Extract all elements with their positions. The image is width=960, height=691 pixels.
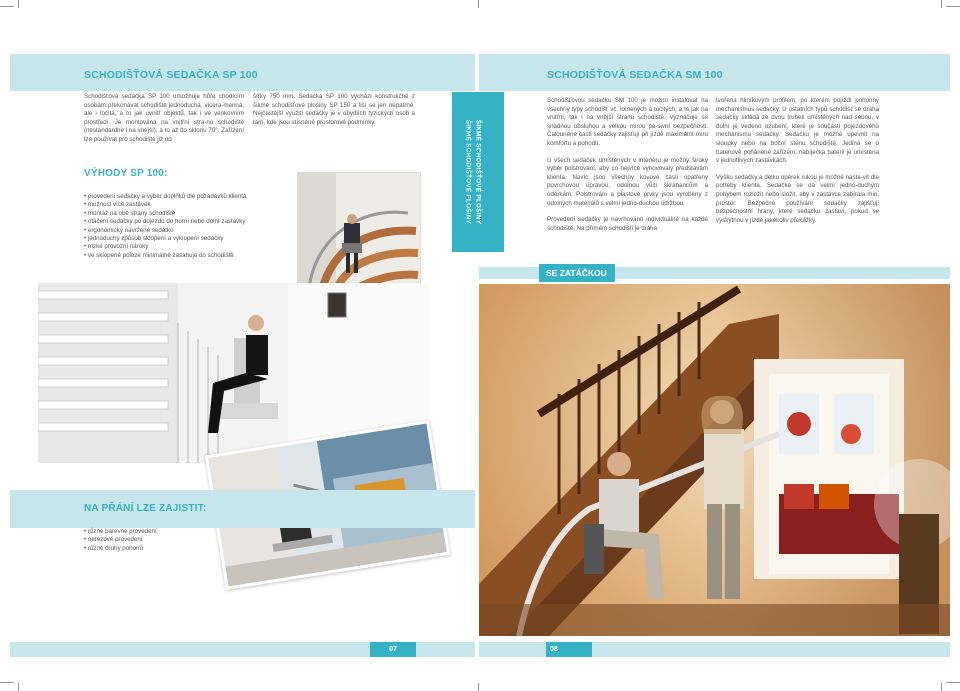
crop-mark [0,6,14,7]
crop-mark [946,6,960,7]
list-item: • ergonomicky navržené sedátko [84,227,284,235]
right-col2 [716,97,879,225]
left-page-title: SCHODIŠŤOVÁ SEDAČKA SP 100 [84,69,258,81]
advantages-title: VÝHODY SP 100: [84,168,168,179]
side-tab-label-2: ŠIKMÉ SCHODIŠŤOVÉ PLOŠINY [464,119,472,225]
right-page-title: SCHODIŠŤOVÁ SEDAČKA SM 100 [547,69,723,81]
list-item: • nízké provozní nároky [84,243,284,251]
list-item: • různé druhy pohonů [84,545,234,553]
right-col2-para: tvořena hliníkovým profilem, po kterém pojíždí pohonný mechanismus sedačky. U ostatních typů schodišť se dráha sedačky skládá ze dvou trubek umístěných nad sebou, v dolní je vedeno ozubení, které je součástí pojezdového mechanismu sedačky. Sedačku je možné upevnit na sloupky nebo na boční stěnu schodiště. Jediná se o bateriově poháněné zařízení, nabíječka baterií je umístěna v jednotlivých zastávkách. [716,97,879,165]
right-col1-para: Schodišťovou sedačku SM 100 je možno instalovat na všechny typy schodišť vč. lomených a točitých, a to jak na vnitřní, tak i na vnější stranu schodiště. Vyznačuje se snadnou obsluhou a velkou mírou pa-sivní bezpečnosti. Čalouněné části sedačky zajišťují při jízdě maximální míru komfortu a pohodlí. [547,97,708,147]
crop-mark [941,0,942,8]
crop-mark [18,683,19,691]
list-item: • montáž na obě strany schodiště [84,210,284,218]
side-tab-label-1: ŠIKMÉ SCHODIŠŤOVÉ PLOŠINY [474,119,482,225]
living-room-photo [479,284,950,636]
crop-mark [478,0,479,8]
list-item: • možnost více zastávek [84,201,284,209]
right-col1 [547,97,708,233]
left-intro-col1: Schodišťová sedačka SP 100 umožňuje hůře chodícím osobám překonávat schodiště jednoduchá, vícera-menná, ale i točitá, a to jak uvnitř objektů, tak i ve venkovním prostředí. Je montována na vnitřní stra-nu schodiště (nestandardně i na vnější), a to až do sklonu 70°. Zařízení lze používat pro schodiště již od [84,93,244,143]
left-page-number: 07 [389,646,397,653]
list-item: • provedení sedačky a výběr doplňků dle požadavků klienta [84,193,284,201]
options-list [84,528,234,553]
crop-mark [478,683,479,691]
list-item: • nerezové provedení [84,536,234,544]
advantages-list [84,193,284,260]
crop-mark [0,682,14,683]
crop-mark [946,682,960,683]
right-col1-para: Provedení sedačky je navrhováno individuálně na každé schodiště. Na přímém schodišti je dráha [547,216,708,232]
crop-mark [18,0,19,8]
list-item: • otáčení sedačky po dojezdu do horní nebo dolní zastávky [84,218,284,226]
options-title-bar [10,490,475,528]
left-intro-col2: šířky 750 mm. Sedačka SP 100 vychází konstrukčně z šikmé schodišťové plošiny SP 150 a liší se jen nepatrně. Nejčastější využití sedačky je v obydlích fyzických osob a tam, kde jsou stísněné prostorové podmínky. [253,93,415,126]
list-item: • ve sklopené poloze minimálně zasahuje do schodiště [84,252,284,260]
crop-mark [941,683,942,691]
list-item: • různé barevné provedení [84,528,234,536]
options-title: NA PŘÁNÍ LZE ZAJISTIT: [84,503,207,514]
right-col1-para: U všech sedaček umístěných v interiéru je možný široký výběr polstrování, aby co nejvíce vyhovovaly představám klienta. Navíc jsou všechny kovové části opatřeny povrchovou úpravou, odolnou vůči škrábancům a oděrkám. Polstrování a plastové prvky jsou vyrobeny z odolných materiálů s velmi jedno-duchou údržbou. [547,156,708,207]
curve-label: SE ZATÁČKOU [546,268,607,278]
list-item: • jednoduchý způsob sklopení a vyklopení sedačky [84,235,284,243]
right-page-number: 08 [550,646,558,653]
right-col2-para: Výšku sedačky a délku opěrek rukou je možné nasta-vit dle potřeby klienta. Sedačka se dá velmi jedno-duchým pohybem rozložit nebo složit, aby v zastávce zabírala min. prostor. Bezpečné používání sedačky zajišťují bezpečnostní hrany, které sedačku zastaví, pokud se vyskytnou v jízdě jakékoliv překážky. [716,173,879,224]
